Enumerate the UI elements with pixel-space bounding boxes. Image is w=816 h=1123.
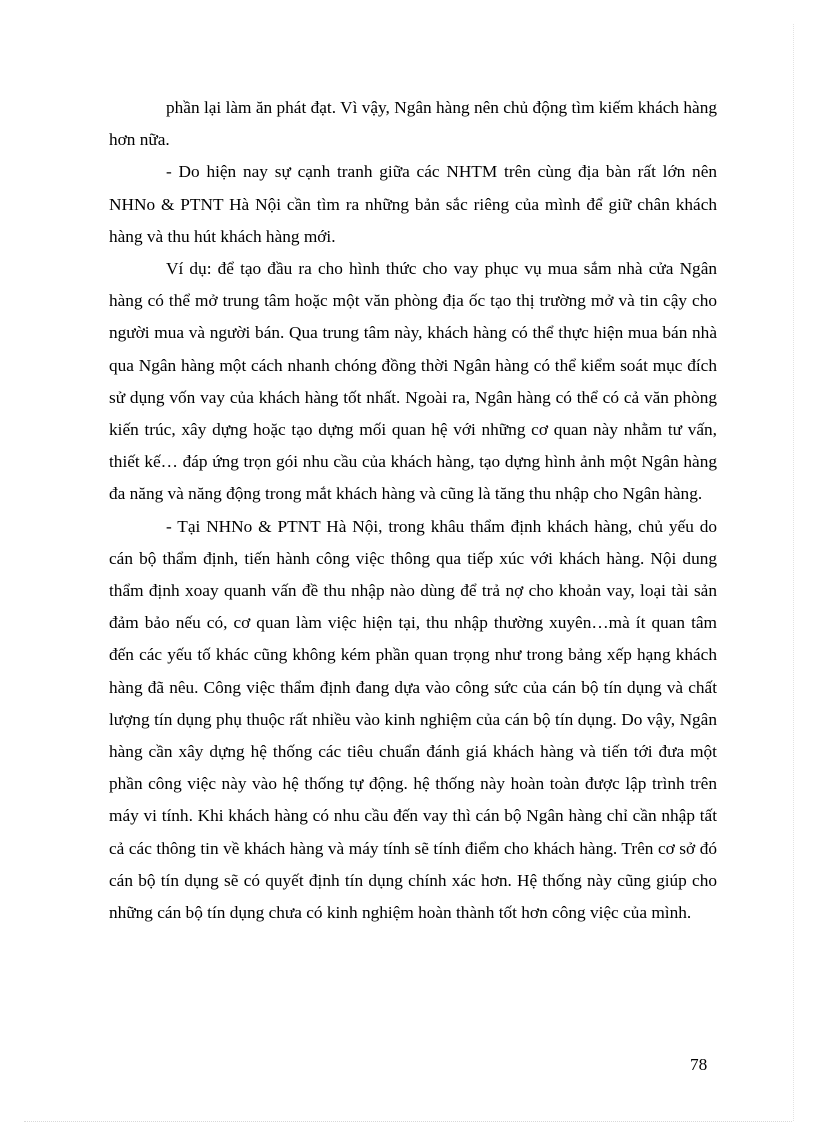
paragraph-appraisal: - Tại NHNo & PTNT Hà Nội, trong khâu thẩm định khách hàng, chủ yếu do cán bộ thẩm định, tiến hành công việc thông qua tiếp xúc với khách hàng. Nội dung thẩm định xoay quanh vấn đề thu nhập nào dùng để trả nợ cho khoản vay, loại tài sản đảm bảo nếu có, cơ quan làm việc hiện tại, thu nhập thường xuyên…mà ít quan tâm đến các yếu tố khác cũng không kém phần quan trọng như trong bảng xếp hạng khách hàng đã nêu. Công việc thẩm định đang dựa vào công sức của cán bộ tín dụng và chất lượng tín dụng phụ thuộc rất nhiều vào kinh nghiệm của cán bộ tín dụng. Do vậy, Ngân hàng cần xây dựng hệ thống các tiêu chuẩn đánh giá khách hàng và tiến tới đưa một phần công việc này vào hệ thống tự động. hệ thống này hoàn toàn được lập trình trên máy vi tính. Khi khách hàng có nhu cầu đến vay thì cán bộ Ngân hàng chỉ cần nhập tất cả các thông tin về khách hàng và máy tính sẽ tính điểm cho khách hàng. Trên cơ sở đó cán bộ tín dụng sẽ có quyết định tín dụng chính xác hơn. Hệ thống này cũng giúp cho những cán bộ tín dụng chưa có kinh nghiệm hoàn thành tốt hơn công việc của mình. — [109, 516, 717, 923]
paragraph-example: Ví dụ: để tạo đầu ra cho hình thức cho vay phục vụ mua sắm nhà cửa Ngân hàng có thể mở trung tâm hoặc một văn phòng địa ốc tạo thị trường mở và tin cậy cho người mua và người bán. Qua trung tâm này, khách hàng có thể thực hiện mua bán nhà qua Ngân hàng một cách nhanh chóng đồng thời Ngân hàng có thể kiểm soát mục đích sử dụng vốn vay của khách hàng tốt nhất. Ngoài ra, Ngân hàng có thể có cả văn phòng kiến trúc, xây dựng hoặc tạo dựng mối quan hệ với những cơ quan này nhằm tư vấn, thiết kế… đáp ứng trọn gói nhu cầu của khách hàng, tạo dựng hình ảnh một Ngân hàng đa năng và năng động trong mắt khách hàng và cũng là tăng thu nhập cho Ngân hàng. — [109, 259, 717, 504]
paragraph-competition: - Do hiện nay sự cạnh tranh giữa các NHTM trên cùng địa bàn rất lớn nên NHNo & PTNT Hà Nội cần tìm ra những bản sắc riêng của mình để giữ chân khách hàng và thu hút khách hàng mới. — [109, 162, 717, 246]
page-number: 78 — [690, 1055, 708, 1074]
paragraph-continuation: phần lại làm ăn phát đạt. Vì vậy, Ngân hàng nên chủ động tìm kiếm khách hàng hơn nữa. — [109, 98, 717, 150]
page-edge-bottom — [24, 1121, 792, 1122]
document-body — [109, 92, 717, 929]
page-edge-right — [793, 24, 794, 1121]
